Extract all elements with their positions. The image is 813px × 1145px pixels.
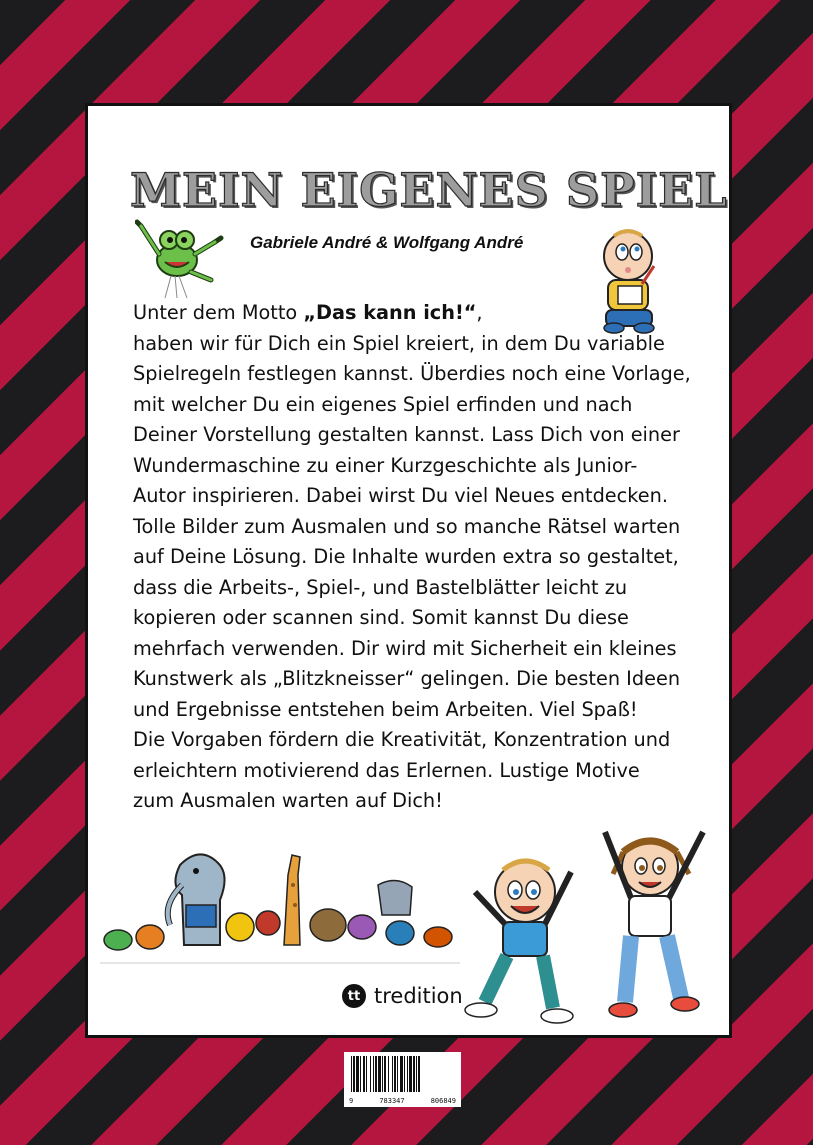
blurb-line: mehrfach verwenden. Dir wird mit Sicherheit ein kleines	[133, 636, 677, 660]
barcode-bar	[409, 1056, 412, 1092]
barcode-bar	[397, 1056, 398, 1092]
publisher-logo	[342, 984, 463, 1008]
isbn-barcode	[344, 1052, 461, 1107]
barcode-bar	[356, 1056, 359, 1092]
barcode-bar	[375, 1056, 377, 1092]
barcode-bar	[413, 1056, 415, 1092]
barcode-bar	[373, 1056, 374, 1092]
publisher-name: tredition	[374, 984, 463, 1008]
blurb-line: zum Ausmalen warten auf Dich!	[133, 789, 443, 812]
barcode-bar	[404, 1056, 405, 1092]
blurb-line: dass die Arbeits-, Spiel-, und Bastelblätter leicht zu	[133, 575, 628, 599]
blurb-line: erleichtern motivierend das Erlernen. Lustige Motive	[133, 758, 640, 782]
blurb-line: Spielregeln festlegen kannst. Überdies noch eine Vorlage,	[133, 362, 691, 385]
blurb-line: und Ergebnisse entstehen beim Arbeiten. Viel Spaß!	[133, 697, 638, 721]
blurb-line: haben wir für Dich ein Spiel kreiert, in dem Du variable	[133, 331, 665, 355]
blurb-line-prefix: Unter dem Motto	[133, 301, 304, 324]
cheering-kids-illustration	[445, 812, 725, 1037]
frog-illustration	[135, 212, 225, 302]
barcode-bar	[416, 1056, 417, 1092]
barcode-bar	[392, 1056, 393, 1092]
blurb-line: kopieren oder scannen sind. Somit kannst Du diese	[133, 606, 629, 629]
barcode-bar	[378, 1056, 381, 1092]
blurb-line	[133, 298, 773, 329]
barcode-digit-group: 806849	[430, 1097, 456, 1105]
blurb-line: Die Vorgaben fördern die Kreativität, Konzentration und	[133, 728, 671, 751]
barcode-bar	[363, 1056, 365, 1092]
barcode-digits	[349, 1097, 456, 1105]
barcode-bar	[370, 1056, 371, 1092]
blurb-line: Tolle Bilder zum Ausmalen und so manche Rätsel warten	[133, 514, 681, 538]
barcode-bar	[400, 1056, 403, 1092]
motto: „Das kann ich!“	[303, 301, 477, 324]
blurb-line-suffix: ,	[476, 301, 483, 324]
barcode-bar	[407, 1056, 408, 1092]
animal-parade-illustration	[100, 845, 460, 975]
blurb-line: Autor inspirieren. Dabei wirst Du viel Neues entdecken.	[133, 484, 668, 507]
blurb-line: mit welcher Du ein eigenes Spiel erfinden und nach	[133, 392, 633, 416]
book-title: MEIN EIGENES SPIEL	[130, 163, 728, 217]
barcode-bar	[418, 1056, 420, 1092]
blurb-line: auf Deine Lösung. Die Inhalte wurden extra so gestaltet,	[133, 545, 679, 568]
tredition-logo-icon: tt	[342, 984, 366, 1008]
blurb-line: Kunstwerk als „Blitzkneisser“ gelingen. Die besten Ideen	[133, 667, 681, 690]
barcode-bars	[349, 1056, 456, 1092]
barcode-bar	[353, 1056, 355, 1092]
barcode-bar	[382, 1056, 383, 1092]
authors-line: Gabriele André & Wolfgang André	[250, 233, 524, 252]
barcode-digit-group: 9	[349, 1097, 354, 1105]
barcode-bar	[366, 1056, 367, 1092]
barcode-bar	[360, 1056, 361, 1092]
barcode-bar	[351, 1056, 352, 1092]
blurb-line: Wundermaschine zu einer Kurzgeschichte als Junior-	[133, 453, 638, 477]
barcode-bar	[384, 1056, 386, 1092]
blurb-line: Deiner Vorstellung gestalten kannst. Lass Dich von einer	[133, 423, 680, 446]
blurb-text	[133, 298, 773, 817]
barcode-bar	[388, 1056, 389, 1092]
barcode-bar	[394, 1056, 396, 1092]
barcode-digit-group: 783347	[379, 1097, 405, 1105]
